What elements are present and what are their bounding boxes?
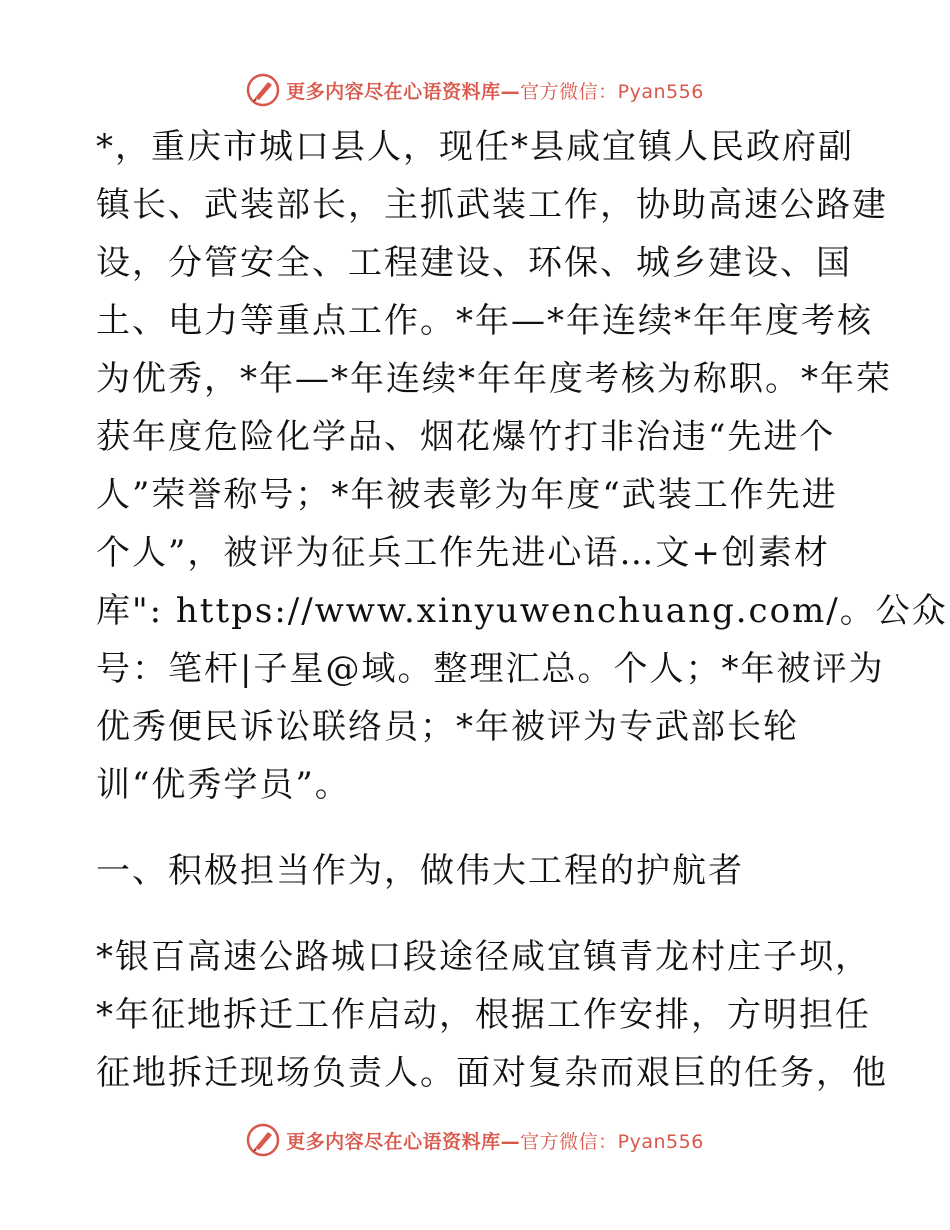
heading-line: 一、积极担当作为，做伟大工程的护航者 xyxy=(96,851,744,891)
document-body xyxy=(96,118,948,1102)
text-line: 土、电力等重点工作。*年—*年连续*年年度考核 xyxy=(96,301,873,341)
text-line: *年征地拆迁工作启动，根据工作安排，方明担任 xyxy=(96,995,871,1035)
header-watermark-banner xyxy=(0,70,950,110)
text-line: *银百高速公路城口段途径咸宜镇青龙村庄子坝， xyxy=(96,937,871,977)
paragraph-section-one xyxy=(96,928,888,1102)
text-line: 征地拆迁现场负责人。面对复杂而艰巨的任务，他 xyxy=(96,1053,888,1093)
paragraph-bio xyxy=(96,118,948,814)
text-line: 为优秀，*年—*年连续*年年度考核为称职。*年荣 xyxy=(96,359,892,399)
text-line: 库": https://www.xinyuwenchuang.com/。公众 xyxy=(96,591,948,631)
quill-pen-icon xyxy=(246,73,280,107)
text-line: 设，分管安全、工程建设、环保、城乡建设、国 xyxy=(96,243,852,283)
section-heading xyxy=(96,842,876,900)
watermark-text: 更多内容尽在心语资料库—官方微信：Pyan556 xyxy=(286,80,704,103)
quill-pen-icon xyxy=(246,1123,280,1157)
text-line: 个人”，被评为征兵工作先进心语…文+创素材 xyxy=(96,533,830,573)
text-line: 人”荣誉称号；*年被表彰为年度“武装工作先进 xyxy=(96,475,838,515)
watermark-text: 更多内容尽在心语资料库—官方微信：Pyan556 xyxy=(286,1130,704,1153)
text-line: 镇长、武装部长，主抓武装工作，协助高速公路建 xyxy=(96,185,888,225)
text-line: 号：笔杆|子星@域。整理汇总。个人；*年被评为 xyxy=(96,649,885,689)
text-line: 优秀便民诉讼联络员；*年被评为专武部长轮 xyxy=(96,707,799,747)
text-line: 训“优秀学员”。 xyxy=(96,765,351,805)
text-line: *，重庆市城口县人，现任*县咸宜镇人民政府副 xyxy=(96,127,854,167)
footer-watermark-banner xyxy=(0,1120,950,1160)
text-line: 获年度危险化学品、烟花爆竹打非治违“先进个 xyxy=(96,417,836,457)
